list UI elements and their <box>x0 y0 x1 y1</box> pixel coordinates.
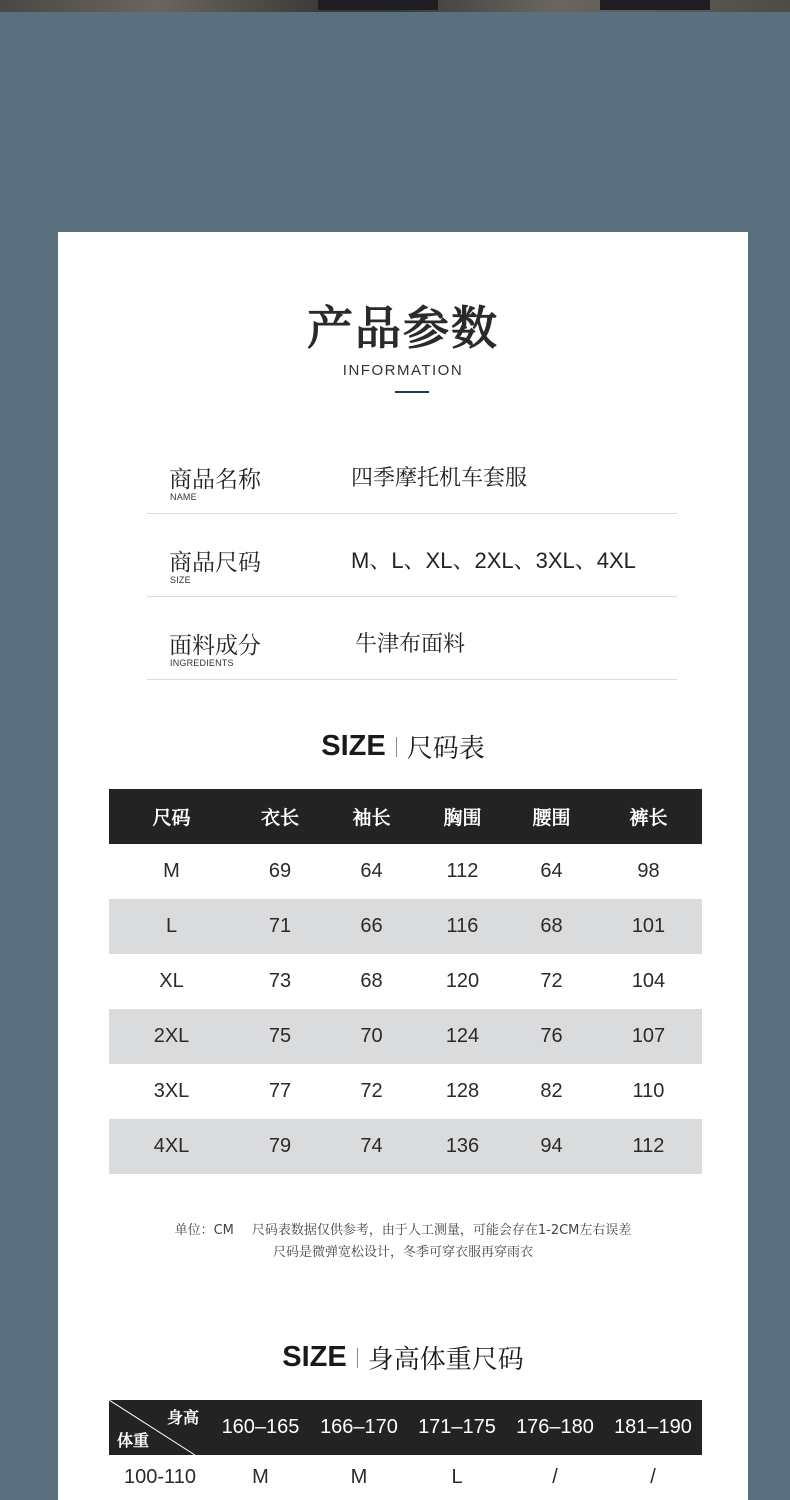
table-cell: 66 <box>326 899 417 954</box>
column-header: 181–190 <box>604 1400 702 1455</box>
info-label-en: SIZE <box>170 575 191 585</box>
info-value: 四季摩托机车套服 <box>351 465 528 490</box>
table-cell: 116 <box>417 899 508 954</box>
heading-en: SIZE <box>282 1341 347 1373</box>
note-text: 尺码表数据仅供参考，由于人工测量，可能会存在1-2CM左右误差 <box>251 1223 632 1238</box>
diagonal-header-cell <box>109 1400 211 1455</box>
table-cell: 124 <box>417 1009 508 1064</box>
table-row <box>109 844 702 899</box>
table-row <box>109 1009 702 1064</box>
table-cell: 107 <box>595 1009 702 1064</box>
table-cell: 70 <box>326 1009 417 1064</box>
table-row <box>109 899 702 954</box>
table-cell: 112 <box>446 860 479 882</box>
table-row <box>109 1455 702 1499</box>
table-cell: 73 <box>268 970 292 992</box>
table-cell: 71 <box>234 899 326 954</box>
table-cell: 3XL <box>153 1080 190 1102</box>
table-row <box>109 954 702 1009</box>
banner-dark-region <box>318 0 438 10</box>
corner-label-weight: 体重 <box>117 1431 150 1450</box>
table-cell: 69 <box>268 860 292 882</box>
table-cell: 112 <box>595 1119 702 1174</box>
column-header: 衣长 <box>234 789 326 844</box>
column-header: 袖长 <box>326 789 417 844</box>
column-header: 176–180 <box>506 1400 604 1455</box>
table-header-row <box>109 789 702 844</box>
info-value: 牛津布面料 <box>355 631 466 656</box>
table-cell: 76 <box>508 1009 595 1064</box>
size-chart-heading <box>58 728 748 765</box>
table-cell: 68 <box>508 899 595 954</box>
note-line-2: 尺码是微弹宽松设计，冬季可穿衣服再穿雨衣 <box>272 1245 533 1260</box>
top-banner-image-strip <box>0 0 790 12</box>
column-header: 171–175 <box>408 1400 506 1455</box>
size-chart-table <box>109 789 702 1174</box>
heading-en: SIZE <box>321 730 386 762</box>
table-cell: L <box>109 899 234 954</box>
info-label: 商品名称 <box>169 467 261 493</box>
info-row-size <box>147 514 677 597</box>
info-label: 商品尺码 <box>169 550 261 576</box>
table-cell: 98 <box>637 860 660 882</box>
heading-divider <box>357 1348 358 1368</box>
info-label-en: NAME <box>170 492 197 502</box>
table-cell: 104 <box>631 970 666 992</box>
table-cell: 94 <box>508 1119 595 1174</box>
table-cell: 64 <box>360 860 383 882</box>
table-cell: 110 <box>632 1080 665 1102</box>
unit-label: 单位：CM <box>174 1223 234 1238</box>
heading-cn: 尺码表 <box>406 734 485 764</box>
table-cell: 82 <box>540 1080 563 1102</box>
table-cell: 79 <box>234 1119 326 1174</box>
table-cell: 128 <box>445 1080 480 1102</box>
column-header: 胸围 <box>417 789 508 844</box>
table-cell: 100-110 <box>124 1465 196 1488</box>
table-row <box>109 1064 702 1119</box>
column-header: 腰围 <box>508 789 595 844</box>
corner-label-height: 身高 <box>166 1408 199 1427</box>
column-header: 尺码 <box>109 789 234 844</box>
table-cell: 72 <box>360 1080 383 1102</box>
table-cell: 74 <box>326 1119 417 1174</box>
heading-cn: 身高体重尺码 <box>367 1345 524 1375</box>
column-header: 160–165 <box>211 1400 310 1455</box>
table-row <box>109 1119 702 1174</box>
info-row-name <box>147 431 677 514</box>
table-cell: L <box>451 1465 463 1488</box>
table-cell: 136 <box>417 1119 508 1174</box>
info-label-en: INGREDIENTS <box>170 658 234 668</box>
product-info-card <box>58 232 748 1500</box>
section-subtitle: INFORMATION <box>342 362 464 379</box>
table-cell: M <box>252 1465 269 1488</box>
table-cell: 101 <box>595 899 702 954</box>
table-cell: 120 <box>445 970 480 992</box>
table-cell: / <box>650 1465 656 1488</box>
table-cell: 68 <box>360 970 383 992</box>
table-cell: 77 <box>268 1080 292 1102</box>
table-cell: M <box>163 860 180 882</box>
table-cell: 64 <box>540 860 563 882</box>
info-label: 面料成分 <box>169 633 261 659</box>
column-header: 裤长 <box>595 789 702 844</box>
size-note <box>58 1220 748 1264</box>
table-cell: 75 <box>234 1009 326 1064</box>
table-cell: XL <box>159 970 184 992</box>
info-value: M、L、XL、2XL、3XL、4XL <box>351 548 636 573</box>
info-row-ingredients <box>147 597 677 680</box>
height-weight-table <box>109 1400 702 1499</box>
table-cell: 4XL <box>109 1119 234 1174</box>
heading-divider <box>396 737 397 757</box>
section-title: 产品参数 <box>307 301 499 355</box>
note-line-1 <box>58 1220 748 1242</box>
table-cell: 72 <box>540 970 563 992</box>
banner-dark-region <box>600 0 710 10</box>
table-cell: / <box>552 1465 558 1488</box>
table-header-row <box>109 1400 702 1455</box>
title-underline <box>395 391 429 393</box>
table-cell: 2XL <box>109 1009 234 1064</box>
height-weight-heading <box>58 1339 748 1376</box>
column-header: 166–170 <box>310 1400 408 1455</box>
table-cell: M <box>350 1465 368 1488</box>
